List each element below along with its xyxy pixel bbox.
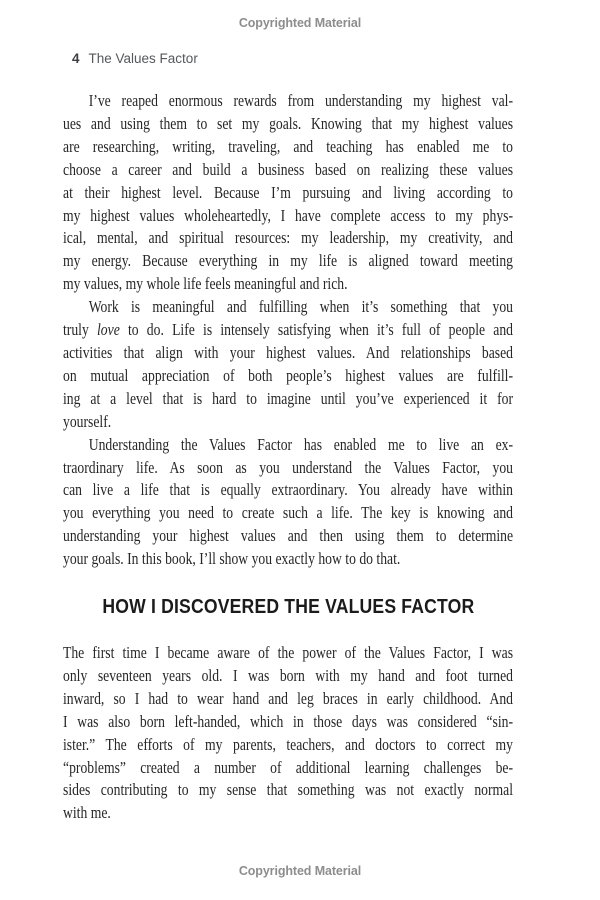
body-line: you everything you need to create such a life. The key is knowing and (63, 503, 514, 523)
body-line: ical, mental, and spiritual resources: my leadership, my creativity, and (63, 228, 514, 248)
body-line: understanding your highest values and then using them to determine (63, 526, 514, 546)
copyright-notice-bottom: Copyrighted Material (238, 864, 362, 878)
copyright-notice-top: Copyrighted Material (238, 16, 362, 30)
body-line: I was also born left-handed, which in those days was considered “sin- (63, 711, 514, 731)
body-line: sides contributing to my sense that something was not exactly normal (63, 780, 514, 800)
body-line: Work is meaningful and fulfilling when it’s something that you (88, 297, 514, 317)
body-line: with me. (63, 803, 111, 823)
body-line: The first time I became aware of the power of the Values Factor, I was (63, 643, 514, 662)
section-heading-text: HOW I DISCOVERED THE VALUES FACTOR (101, 596, 475, 618)
body-line: Understanding the Values Factor has enabled me to live an ex- (88, 434, 514, 454)
page-number: 4 (72, 51, 80, 66)
body-line: inward, so I had to wear hand and leg braces in early childhood. And (63, 688, 514, 708)
running-header-title: The Values Factor (88, 51, 198, 66)
body-text-block-2 (63, 642, 513, 825)
body-text-block-1 (63, 90, 513, 571)
body-line: ister.” The efforts of my parents, teachers, and doctors to correct my (63, 734, 514, 754)
body-line: “problems” created a number of additional learning challenges be- (63, 757, 514, 777)
body-line: ing at a level that is hard to imagine until you’ve experienced it for (63, 388, 514, 408)
body-line: choose a career and build a business based on realizing these values (63, 159, 514, 179)
body-line: can live a life that is equally extraordinary. You already have within (63, 480, 514, 500)
section-heading (63, 596, 513, 618)
body-line: truly love to do. Life is intensely satisfying when it’s full of people and (63, 320, 514, 340)
body-line: at their highest level. Because I’m pursuing and living according to (63, 182, 514, 202)
body-line: are researching, writing, traveling, and teaching has enabled me to (63, 136, 514, 156)
body-line: traordinary life. As soon as you understand the Values Factor, you (63, 457, 514, 477)
body-line: ues and using them to set my goals. Knowing that my highest values (63, 113, 514, 133)
body-line: yourself. (63, 411, 112, 431)
body-line: my values, my whole life feels meaningful and rich. (63, 274, 348, 294)
body-line: on mutual appreciation of both people’s highest values are fulfill- (63, 365, 514, 385)
running-header (72, 51, 198, 67)
body-line: activities that align with your highest values. And relationships based (63, 342, 514, 362)
body-line: my highest values wholeheartedly, I have complete access to my phys- (63, 205, 514, 225)
body-line: only seventeen years old. I was born with my hand and foot turned (63, 665, 514, 685)
body-line: I’ve reaped enormous rewards from understanding my highest val- (88, 91, 514, 110)
body-line: my energy. Because everything in my life is aligned toward meeting (63, 251, 514, 271)
body-line: your goals. In this book, I’ll show you exactly how to do that. (63, 549, 401, 569)
